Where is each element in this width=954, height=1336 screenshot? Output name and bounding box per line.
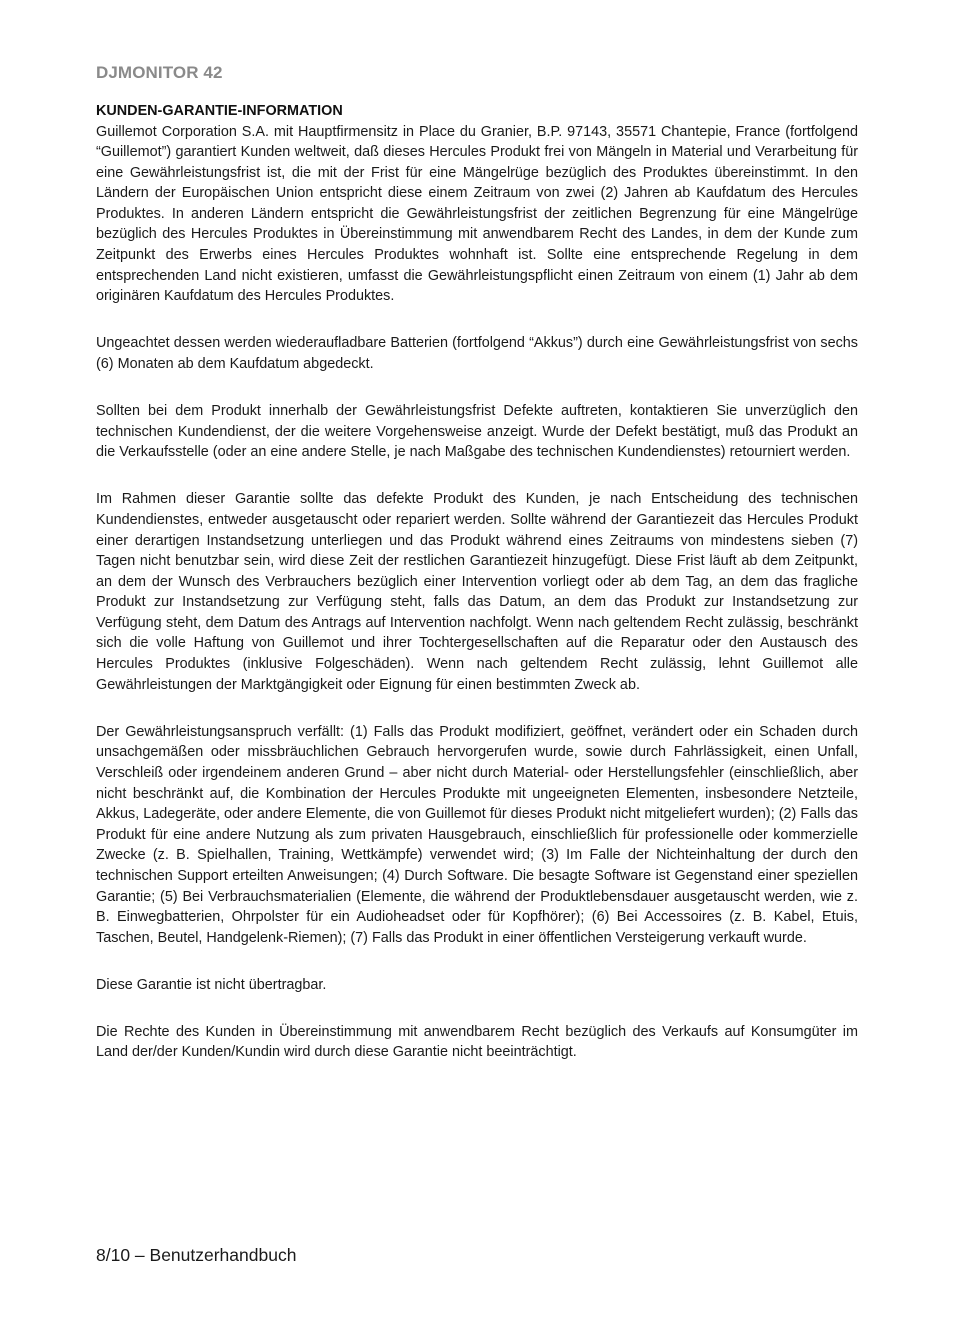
- paragraph-exclusions: Der Gewährleistungsanspruch verfällt: (1) Falls das Produkt modifiziert, geöffnet, verändert oder ein Schaden durch unsachgemäßen oder missbräuchlichen Gebrauch hervorgerufen wurde, sowie durch Fahrlässigkeit, einen Unfall, Verschleiß oder irgendeinem anderen Grund – aber nicht durch Material- oder Herstellungsfehler (einschließlich, aber nicht beschränkt auf, die Kombination der Hercules Produkte mit ungeeigneten Elementen, insbesondere Netzteile, Akkus, Ladegeräte, oder andere Elemente, die von Guillemot für dieses Produkt nicht mitgeliefert wurden); (2) Falls das Produkt für eine andere Nutzung als zum privaten Hausgebrauch, einschließlich für professionelle oder kommerzielle Zwecke (z. B. Spielhallen, Training, Wettkämpfe) verwendet wird; (3) Im Falle der Nichteinhaltung der durch den technischen Support erteilten Anweisungen; (4) Durch Software. Die besagte Software ist Gegenstand einer speziellen Garantie; (5) Bei Verbrauchsmaterialien (Elemente, die während der Produktlebensdauer ausgetauscht werden, wie z. B. Einwegbatterien, Ohrpolster für ein Audioheadset oder für Kopfhörer); (6) Bei Accessoires (z. B. Kabel, Etuis, Taschen, Beutel, Handgelenk-Riemen); (7) Falls das Produkt in einer öffentlichen Versteigerung verkauft wurde.: [96, 723, 858, 946]
- section-title: KUNDEN-GARANTIE-INFORMATION: [96, 103, 343, 119]
- paragraph-warranty-scope: Guillemot Corporation S.A. mit Hauptfirmensitz in Place du Granier, B.P. 97143, 35571 Chantepie, France (fortfolgend “Guillemot”) garantiert Kunden weltweit, daß dieses Hercules Produkt frei von Mängeln in Material und Verarbeitung für eine Gewährleistungsfrist ist, die mit der Frist für eine Mängelrüge bezüglich des Produktes übereinstimmt. In den Ländern der Europäischen Union entspricht diese einem Zeitraum von zwei (2) Jahren ab Kaufdatum des Hercules Produktes. In anderen Ländern entspricht die Gewährleistungsfrist der zeitlichen Begrenzung für eine Mängelrüge bezüglich des Hercules Produktes in Übereinstimmung mit anwendbarem Recht des Landes, in dem der Kunde zum Zeitpunkt des Erwerbs eines Hercules Produktes wohnhaft ist. Sollte eine entsprechende Regelung in dem entsprechenden Land nicht existieren, umfasst die Gewährleistungspflicht einen Zeitraum von einem (1) Jahr ab dem originären Kaufdatum des Hercules Produktes.: [96, 123, 858, 305]
- page-footer: 8/10 – Benutzerhandbuch: [96, 1245, 297, 1265]
- paragraph-non-transferable: Diese Garantie ist nicht übertragbar.: [96, 976, 327, 993]
- warranty-section: [96, 101, 858, 1090]
- paragraph-repair-replacement: Im Rahmen dieser Garantie sollte das defekte Produkt des Kunden, je nach Entscheidung des technischen Kundendienstes, entweder ausgetauscht oder repariert werden. Sollte während der Garantiezeit das Hercules Produkt einer derartigen Instandsetzung unterliegen und das Produkt während eines Zeitraums von mindestens sieben (7) Tagen nicht benutzbar sein, wird diese Zeit der restlichen Garantiezeit hinzugefügt. Diese Frist läuft ab dem Zeitpunkt, an dem der Wunsch des Verbrauchers bezüglich einer Intervention vorliegt oder ab dem Tag, an dem das fragliche Produkt zur Instandsetzung zur Verfügung steht, falls das Datum, an dem das Produkt zur Instandsetzung zur Verfügung steht, dem Datum des Antrags auf Intervention nachfolgt. Wenn nach geltendem Recht zulässig, beschränkt sich die volle Haftung von Guillemot und ihrer Tochtergesellschaften auf die Reparatur oder den Austausch des Hercules Produktes (inklusive Folgeschäden). Wenn nach geltendem Recht zulässig, lehnt Guillemot alle Gewährleistungen der Marktgängigkeit oder Eignung für einen bestimmten Zweck ab.: [96, 491, 858, 693]
- paragraph-batteries: Ungeachtet dessen werden wiederaufladbare Batterien (fortfolgend “Akkus”) durch eine Gewährleistungsfrist von sechs (6) Monaten ab dem Kaufdatum abgedeckt.: [96, 335, 858, 372]
- paragraph-consumer-rights: Die Rechte des Kunden in Übereinstimmung mit anwendbarem Recht bezüglich des Verkaufs auf Konsumgüter im Land der/der Kunden/Kundin wird durch diese Garantie nicht beeinträchtigt.: [96, 1023, 858, 1061]
- running-header-product: DJMONITOR 42: [96, 63, 223, 82]
- paragraph-defect-procedure: Sollten bei dem Produkt innerhalb der Gewährleistungsfrist Defekte auftreten, kontaktieren Sie unverzüglich den technischen Kundendienst, der die weitere Vorgehensweise anzeigt. Wurde der Defekt bestätigt, muß das Produkt an die Verkaufsstelle (oder an eine andere Stelle, je nach Maßgabe des technischen Kundendienstes) retourniert werden.: [96, 403, 858, 461]
